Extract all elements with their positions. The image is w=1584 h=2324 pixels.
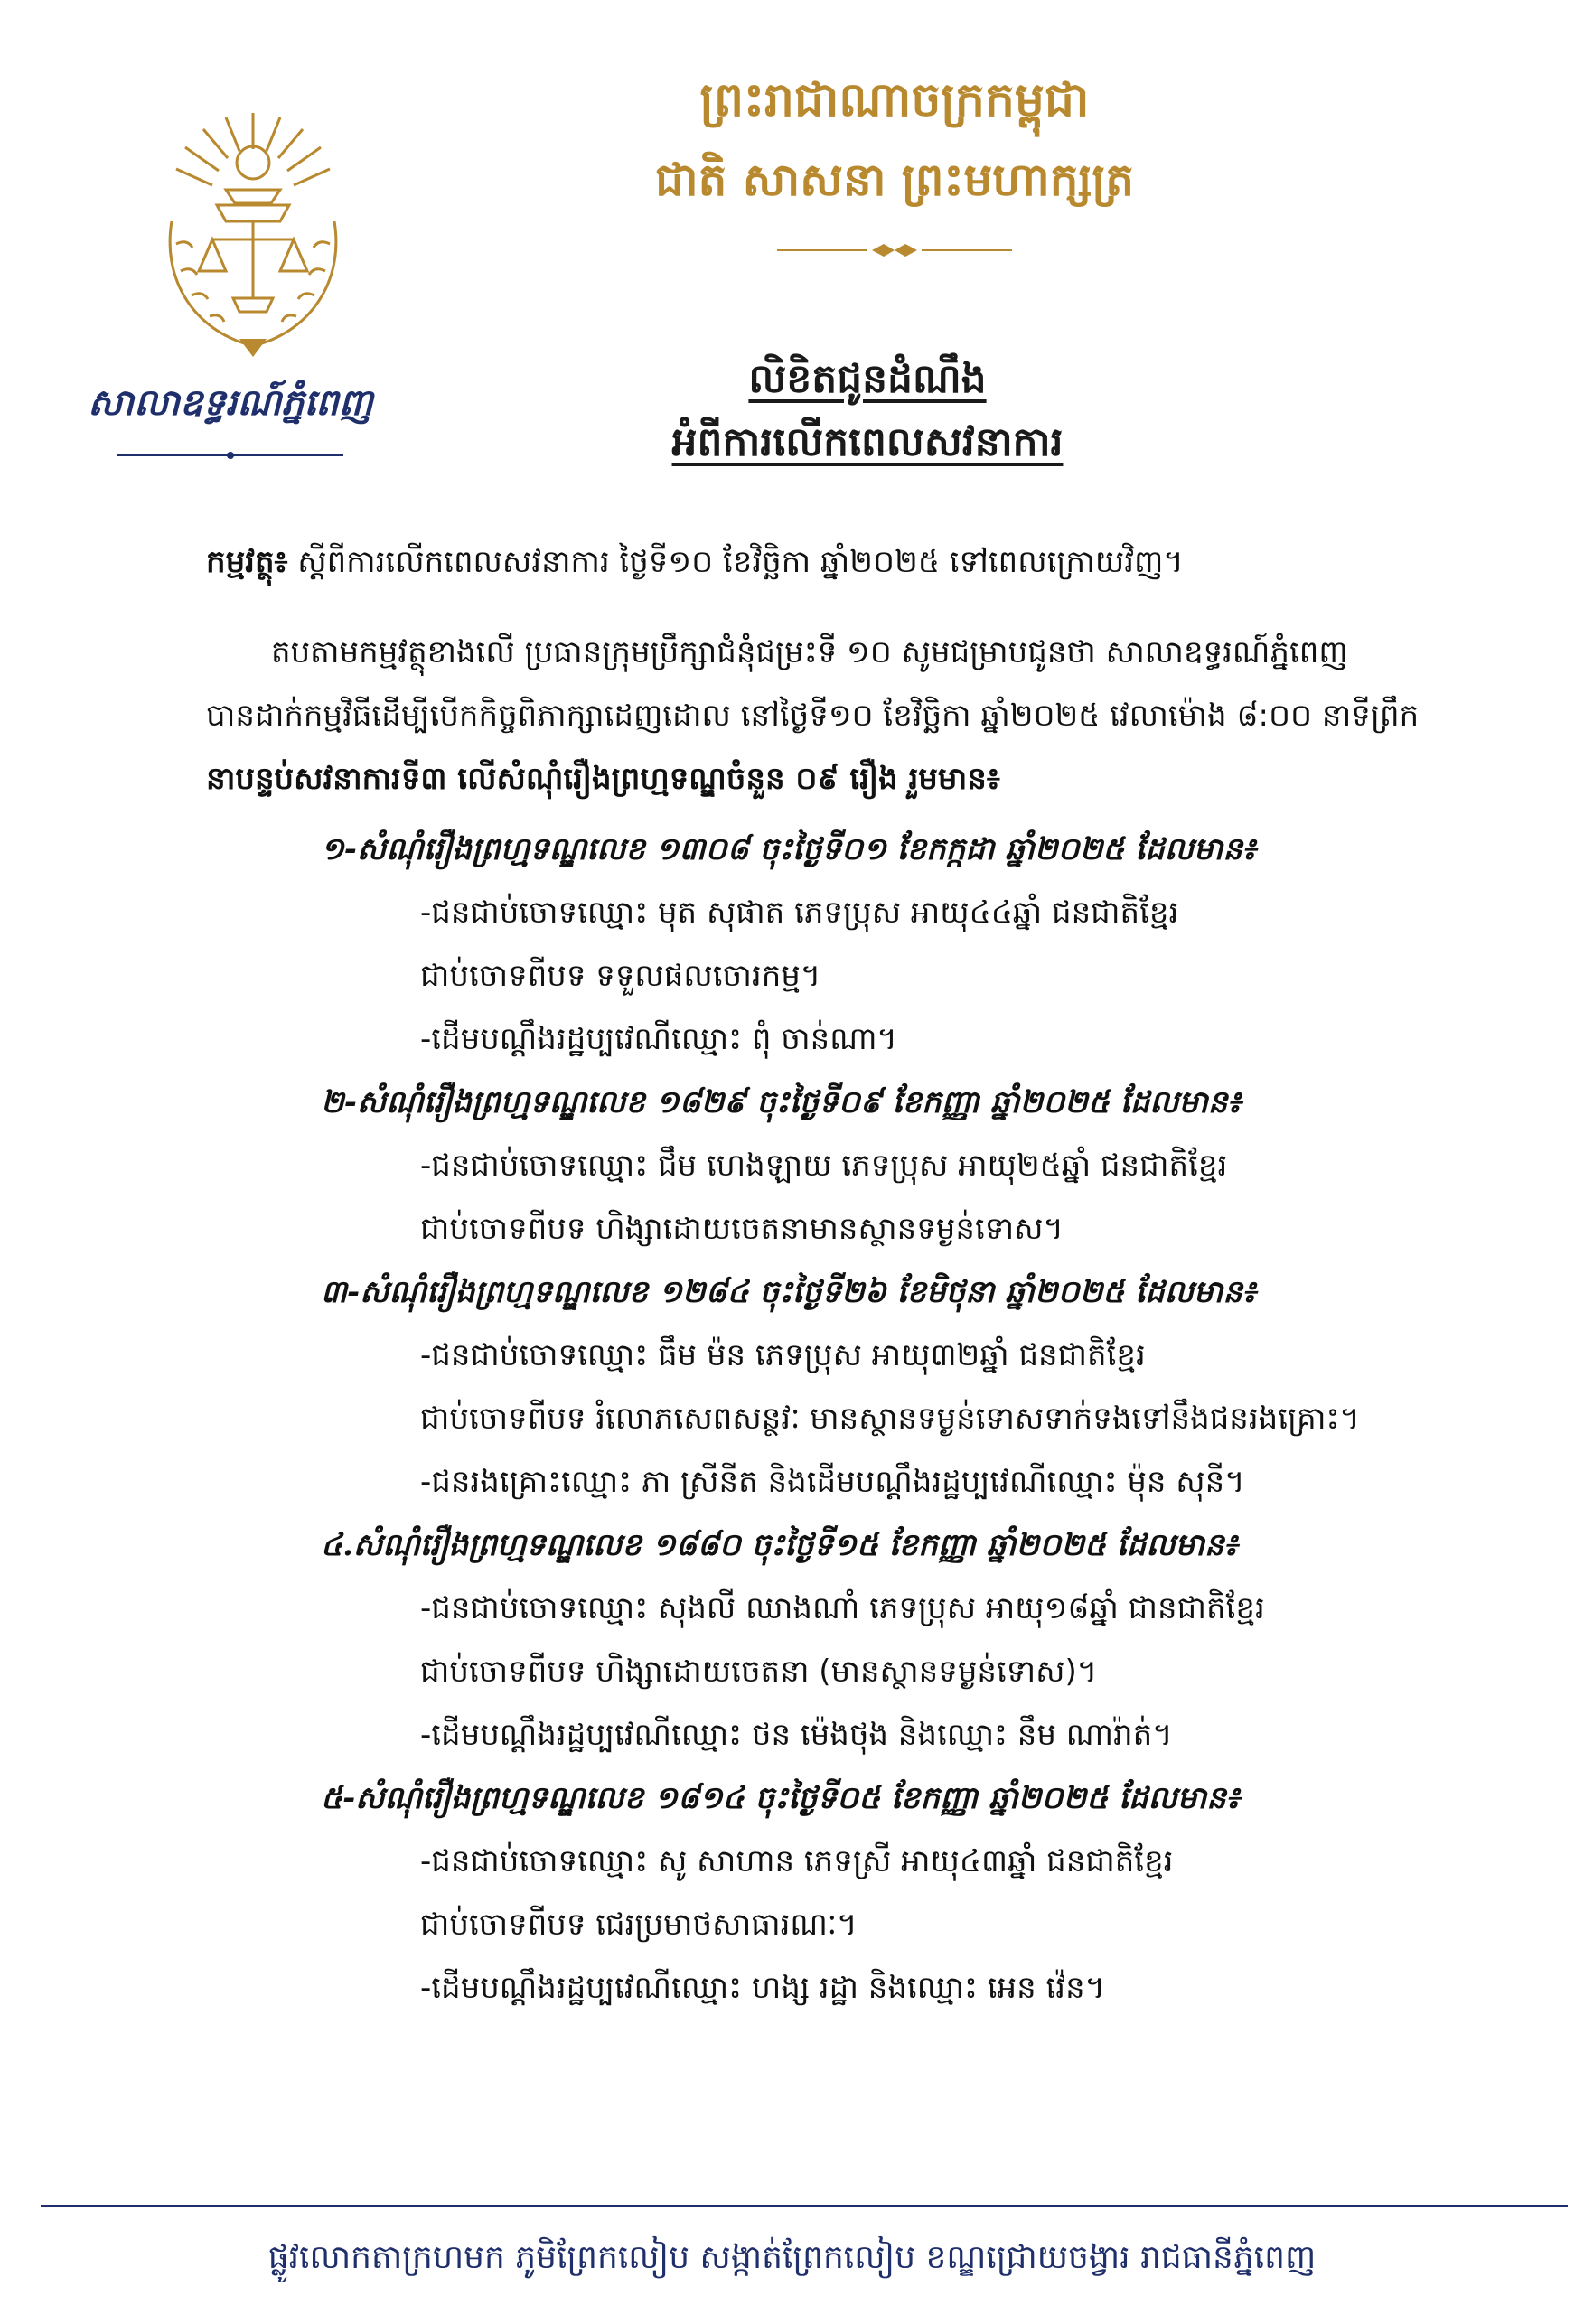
case-4-line-2: ជាប់ចោទពីបទ ហិង្សាដោយចេតនា (មានស្ថានទម្ងន់ទោស)។ — [420, 1654, 1098, 1690]
case-3-line-3: -ជនរងគ្រោះឈ្មោះ ភា ស្រីនីត និងដើមបណ្តឹងរដ្ឋប្បវេណីឈ្មោះ ម៉ុន សុនី។ — [420, 1464, 1245, 1500]
case-heading-3: ៣-សំណុំរឿងព្រហ្មទណ្ឌលេខ ១២៨៤ ចុះថ្ងៃទី២៦ ខែមិថុនា ឆ្នាំ២០២៥ ដែលមាន៖ — [321, 1274, 1256, 1310]
court-name: សាលាឧទ្ធរណ៍ភ្នំពេញ — [88, 381, 373, 424]
case-1-line-3: -ដើមបណ្តឹងរដ្ឋប្បវេណីឈ្មោះ ពុំ ចាន់ណា។ — [420, 1021, 897, 1057]
court-emblem-icon — [127, 95, 380, 366]
case-2-line-1: -ជនជាប់ចោទឈ្មោះ ជឹម ហេងឡាយ ភេទប្រុស អាយុ២៥ឆ្នាំ ជនជាតិខ្មែរ — [420, 1148, 1228, 1184]
footer-address: ផ្លូវលោកតាក្រហមក ភូមិព្រែកលៀប សង្កាត់ព្រែកលៀប ខណ្ឌជ្រោយចង្វារ រាជធានីភ្នំពេញ — [267, 2239, 1317, 2276]
notice-subtitle: អំពីការលើកពេលសវនាការ — [671, 419, 1064, 465]
intro-line-3: នាបន្ទប់សវនាការទី៣ លើសំណុំរឿងព្រហ្មទណ្ឌចំនួន ០៩ រឿង រួមមាន៖ — [206, 761, 1000, 797]
intro-line-2: បានដាក់កម្មវិធីដើម្បីបើកកិច្ចពិភាក្សាដេញដោល នៅថ្ងៃទី១០ ខែវិច្ឆិកា ឆ្នាំ២០២៥ វេលាម៉ោង ៨:០០ នាទីព្រឹក — [206, 698, 1420, 734]
court-name-divider — [117, 450, 343, 461]
case-4-line-1: -ជនជាប់ចោទឈ្មោះ សុងលី ឈាងណាំ ភេទប្រុស អាយុ១៨ឆ្នាំ ជានជាតិខ្មែរ — [420, 1590, 1265, 1626]
subject-label: កម្មវត្ថុ៖ — [206, 544, 288, 580]
notice-title: លិខិតជូនដំណឹង — [748, 356, 987, 402]
national-motto: ជាតិ សាសនា ព្រះមហាក្សត្រ — [655, 153, 1134, 206]
case-4-line-3: -ដើមបណ្តឹងរដ្ឋប្បវេណីឈ្មោះ ថន ម៉េងថុង និងឈ្មោះ នឹម ណារ៉ាត់។ — [420, 1717, 1173, 1753]
case-heading-1: ១-សំណុំរឿងព្រហ្មទណ្ឌលេខ ១៣០៨ ចុះថ្ងៃទី០១ ខែកក្កដា ឆ្នាំ២០២៥ ដែលមាន៖ — [321, 831, 1256, 867]
motto-ornament — [777, 242, 1012, 258]
subject-line — [206, 542, 1184, 587]
case-5-line-2: ជាប់ចោទពីបទ ជេរប្រមាថសាធារណៈ។ — [420, 1907, 858, 1943]
case-5-line-1: -ជនជាប់ចោទឈ្មោះ សូ សាហាន ភេទស្រី អាយុ៤៣ឆ្នាំ ជនជាតិខ្មែរ — [420, 1843, 1174, 1879]
case-heading-2: ២-សំណុំរឿងព្រហ្មទណ្ឌលេខ ១៨២៩ ចុះថ្ងៃទី០៩ ខែកញ្ញា ឆ្នាំ២០២៥ ដែលមាន៖ — [321, 1084, 1242, 1120]
subject-text: ស្តីពីការលើកពេលសវនាការ ថ្ងៃទី១០ ខែវិច្ឆិកា ឆ្នាំ២០២៥ ទៅពេលក្រោយវិញ។ — [287, 544, 1184, 580]
case-1-line-1: -ជនជាប់ចោទឈ្មោះ មុត សុផាត ភេទប្រុស អាយុ៤៤ឆ្នាំ ជនជាតិខ្មែរ — [420, 895, 1179, 931]
intro-line-1: តបតាមកម្មវត្ថុខាងលើ ប្រធានក្រុមប្រឹក្សាជំនុំជម្រះទី ១០ សូមជម្រាបជូនថា សាលាឧទ្ធរណ៍ភ្នំពេញ — [271, 634, 1348, 670]
case-heading-4: ៤.សំណុំរឿងព្រហ្មទណ្ឌលេខ ១៨៨០ ចុះថ្ងៃទី១៥ ខែកញ្ញា ឆ្នាំ២០២៥ ដែលមាន៖ — [321, 1527, 1238, 1563]
case-3-line-2: ជាប់ចោទពីបទ រំលោភសេពសន្ថវៈ មានស្ថានទម្ងន់ទោសទាក់ទងទៅនឹងជនរងគ្រោះ។ — [420, 1401, 1360, 1437]
case-heading-5: ៥-សំណុំរឿងព្រហ្មទណ្ឌលេខ ១៨១៤ ចុះថ្ងៃទី០៥ ខែកញ្ញា ឆ្នាំ២០២៥ ដែលមាន៖ — [321, 1780, 1240, 1816]
case-5-line-3: -ដើមបណ្តឹងរដ្ឋប្បវេណីឈ្មោះ ហង្ស រដ្ឋា និងឈ្មោះ អេន វ៉េន។ — [420, 1970, 1106, 2006]
kingdom-heading: ព្រះរាជាណាចក្រកម្ពុជា — [699, 72, 1090, 127]
case-1-line-2: ជាប់ចោទពីបទ ទទួលផលចោរកម្ម។ — [420, 958, 821, 994]
case-2-line-2: ជាប់ចោទពីបទ ហិង្សាដោយចេតនាមានស្ថានទម្ងន់ទោស។ — [420, 1211, 1064, 1247]
case-3-line-1: -ជនជាប់ចោទឈ្មោះ ធឹម ម៉ន ភេទប្រុស អាយុ៣២ឆ្នាំ ជនជាតិខ្មែរ — [420, 1337, 1146, 1373]
footer-divider — [41, 2205, 1568, 2207]
